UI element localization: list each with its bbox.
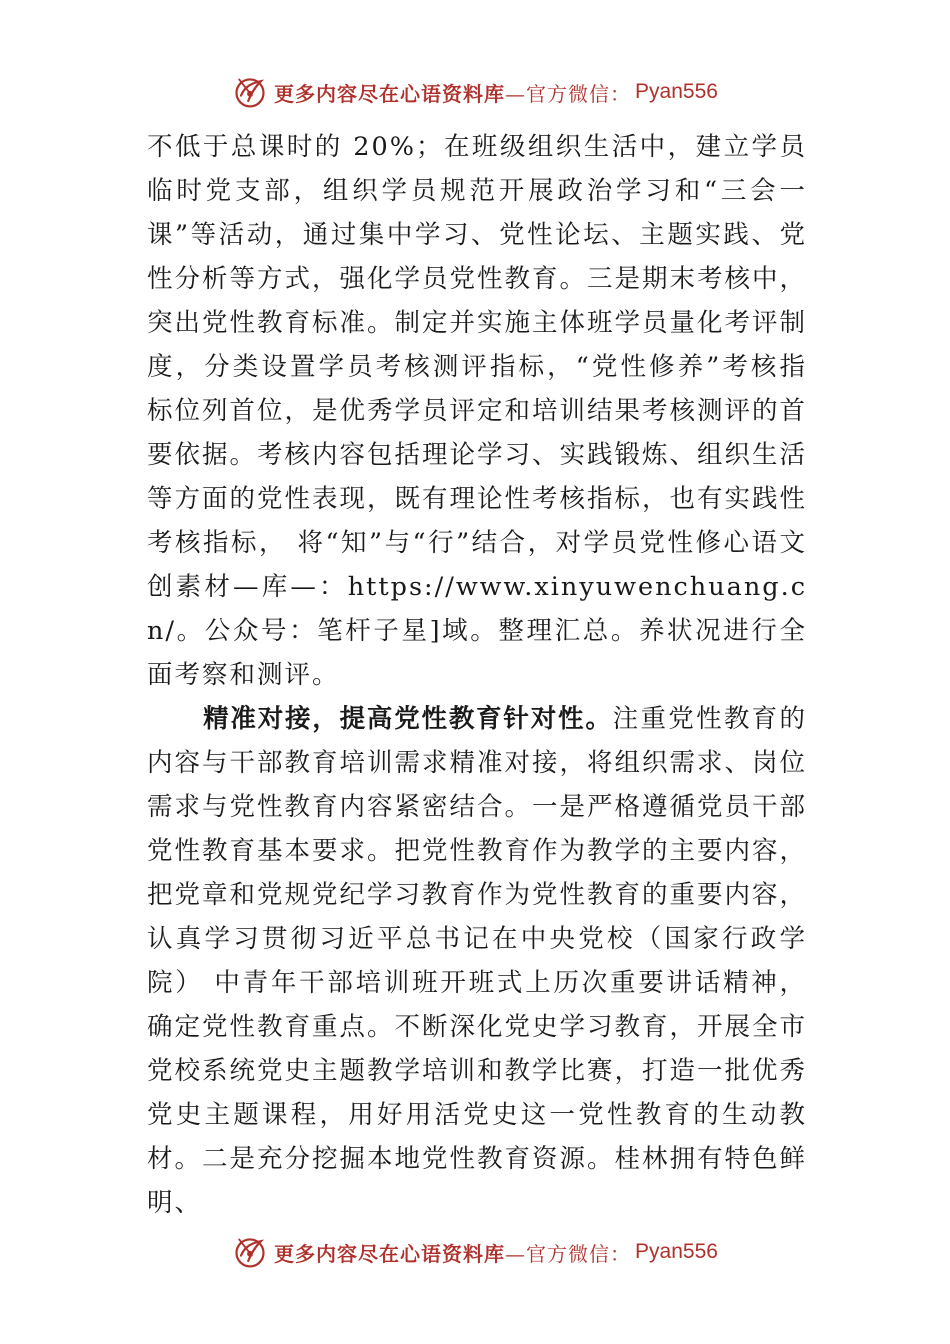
wechat-label: —官方微信： (505, 1241, 632, 1266)
paragraph-2-lead: 精准对接，提高党性教育针对性。 (203, 704, 613, 734)
brand-text: 更多内容尽在心语资料库 (274, 81, 506, 106)
paragraph-1: 不低于总课时的 20%；在班级组织生活中，建立学员临时党支部，组织学员规范开展政治学习和“三会一课”等活动，通过集中学习、党性论坛、主题实践、党性分析等方式，强化学员党性教育。三是期末考核中，突出党性教育标准。制定并实施主体班学员量化考评制度，分类设置学员考核测评指标，“党性修养”考核指标位列首位，是优秀学员评定和培训结果考核测评的首要依据。考核内容包括理论学习、实践锻炼、组织生活等方面的党性表现，既有理论性考核指标，也有实践性考核指标， 将“知”与“行”结合，对学员党性修心语文创素材—库—：https://www.xinyuwenchuang.cn/。公众号：笔杆子星]域。整理汇总。养状况进行全面考察和测评。 (147, 132, 808, 690)
wechat-id: Pyan556 (635, 1240, 718, 1263)
header-banner (0, 72, 950, 112)
paragraph-2 (147, 697, 807, 1225)
wechat-label: —官方微信： (505, 81, 632, 106)
xinyu-logo-icon (232, 1234, 268, 1270)
xinyu-logo-icon (232, 74, 268, 110)
footer-banner (0, 1232, 950, 1272)
document-body (147, 125, 807, 1225)
paragraph-2-text: 注重党性教育的内容与干部教育培训需求精准对接，将组织需求、岗位需求与党性教育内容紧密结合。一是严格遵循党员干部党性教育基本要求。把党性教育作为教学的主要内容，把党章和党规党纪学习教育作为党性教育的重要内容，认真学习贯彻习近平总书记在中央党校（国家行政学院） 中青年干部培训班开班式上历次重要讲话精神，确定党性教育重点。不断深化党史学习教育，开展全市党校系统党史主题教学培训和教学比赛，打造一批优秀党史主题课程，用好用活党史这一党性教育的生动教材。二是充分挖掘本地党性教育资源。桂林拥有特色鲜明、 (147, 704, 808, 1218)
brand-text: 更多内容尽在心语资料库 (274, 1241, 506, 1266)
wechat-id: Pyan556 (635, 80, 718, 103)
